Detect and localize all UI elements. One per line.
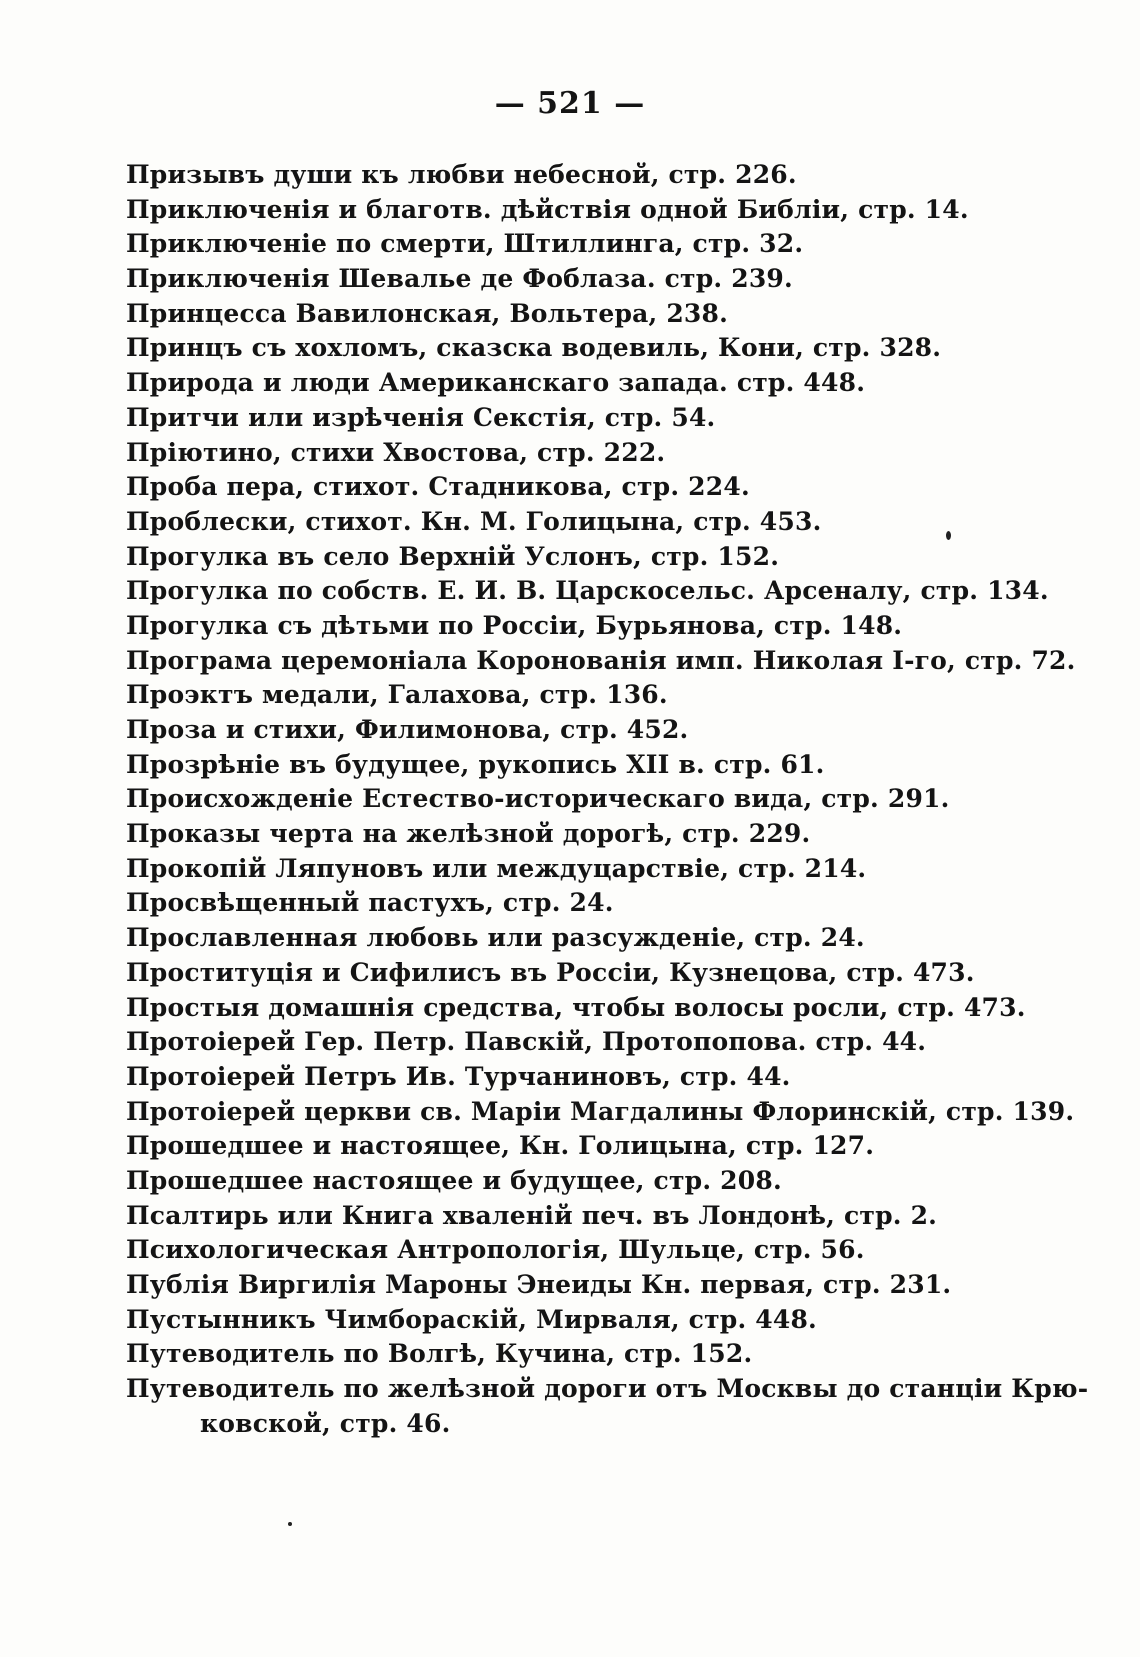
index-entry: Псалтирь или Книга хваленiй печ. въ Лондонѣ, стр. 2. <box>126 1200 938 1230</box>
index-entry: Прокопiй Ляпуновъ или междуцарствiе, стр. 214. <box>126 853 867 883</box>
index-entry: Приключенiе по смерти, Штиллинга, стр. 32. <box>126 229 804 259</box>
index-entry: Просвѣщенный пастухъ, стр. 24. <box>126 888 614 918</box>
ink-speck <box>946 531 951 540</box>
index-entry: Прозрѣнiе въ будущее, рукопись XII в. стр. 61. <box>126 749 825 779</box>
index-entry: Пустынникъ Чимбораскiй, Мирваля, стр. 448. <box>126 1304 817 1334</box>
index-entry: Притчи или изрѣченiя Секстiя, стр. 54. <box>126 402 716 432</box>
index-entry: Происхожденiе Естество-историческаго вида, стр. 291. <box>126 784 950 814</box>
index-entry: Простыя домашнiя средства, чтобы волосы росли, стр. 473. <box>126 992 1026 1022</box>
index-entry: Проституцiя и Сифилисъ въ Россiи, Кузнецова, стр. 473. <box>126 957 975 987</box>
index-entry: Проба пера, стихот. Стадникова, стр. 224. <box>126 472 750 502</box>
index-entry: Протоiерей церкви св. Марiи Магдалины Флоринскiй, стр. 139. <box>126 1096 1075 1126</box>
index-entry: Проблески, стихот. Кн. М. Голицына, стр. 453. <box>126 506 822 536</box>
index-entry: Програма церемонiала Коронованiя имп. Николая I-го, стр. 72. <box>126 645 1076 675</box>
index-entry: Протоiерей Петръ Ив. Турчаниновъ, стр. 44. <box>126 1061 791 1091</box>
index-entry: Прошедшее и настоящее, Кн. Голицына, стр. 127. <box>126 1131 875 1161</box>
index-entry: Прогулка съ дѣтьми по Россiи, Бурьянова, стр. 148. <box>126 610 903 640</box>
index-entry: Призывъ души къ любви небесной, стр. 226. <box>126 160 797 189</box>
index-entry: Прославленная любовь или разсужденiе, стр. 24. <box>126 923 865 953</box>
index-entry: Принцесса Вавилонская, Вольтера, 238. <box>126 298 729 328</box>
index-entry-continuation: ковской, стр. 46. <box>200 1408 451 1438</box>
index-entry: Путеводитель по Волгѣ, Кучина, стр. 152. <box>126 1339 753 1369</box>
index-entry: Протоiерей Гер. Петр. Павскiй, Протопопова. стр. 44. <box>126 1027 927 1057</box>
index-entry: Приключенiя Шевалье де Фоблаза. стр. 239. <box>126 264 793 294</box>
index-entry: Прiютино, стихи Хвостова, стр. 222. <box>126 437 666 467</box>
index-entry: Проза и стихи, Филимонова, стр. 452. <box>126 715 689 744</box>
index-entry: Приключенiя и благотв. дѣйствiя одной Библiи, стр. 14. <box>126 194 969 224</box>
index-entry: Проказы черта на желѣзной дорогѣ, стр. 229. <box>126 819 811 849</box>
index-entry: Путеводитель по желѣзной дороги отъ Москвы до станцiи Крю- <box>126 1374 1089 1404</box>
index-entry: Публiя Виргилiя Мароны Энеиды Кн. первая, стр. 231. <box>126 1270 952 1299</box>
index-entry: Прошедшее настоящее и будущее, стр. 208. <box>126 1165 782 1195</box>
page-number: — 521 — <box>494 86 646 121</box>
index-entry: Проэктъ медали, Галахова, стр. 136. <box>126 680 668 710</box>
index-list <box>126 158 1089 1441</box>
index-entry: Психологическая Антропологiя, Шульце, стр. 56. <box>126 1235 865 1265</box>
ink-speck <box>288 1522 292 1526</box>
index-entry: Прогулка по собств. Е. И. В. Царскосельс. Арсеналу, стр. 134. <box>126 576 1049 606</box>
index-entry: Принцъ съ хохломъ, сказска водевиль, Кони, стр. 328. <box>126 333 942 363</box>
index-entry: Природа и люди Американскаго запада. стр. 448. <box>126 368 866 398</box>
index-entry: Прогулка въ село Верхнiй Услонъ, стр. 152. <box>126 541 780 571</box>
